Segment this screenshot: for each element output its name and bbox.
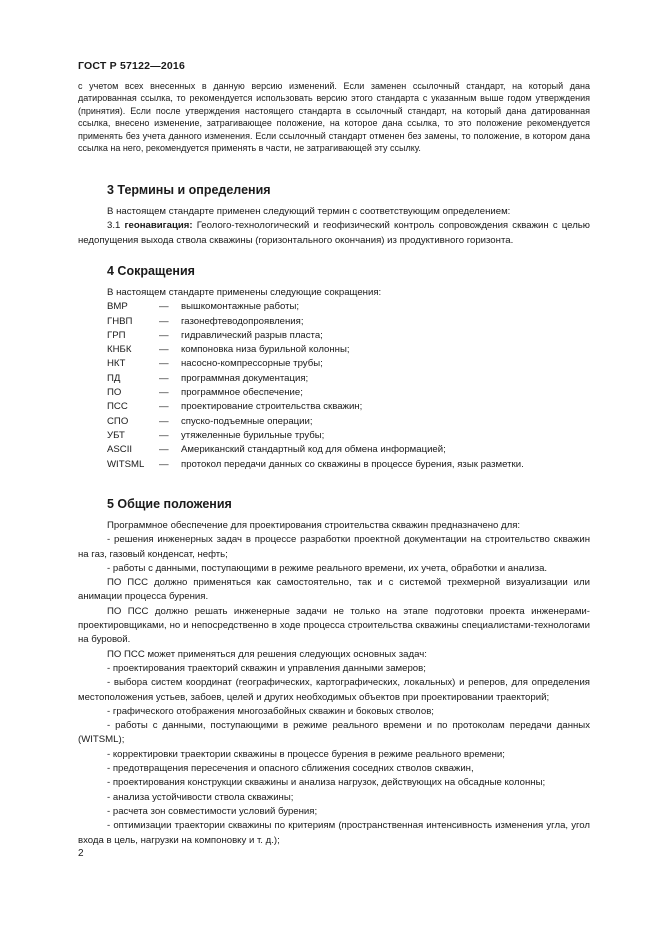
abbreviation-row	[78, 415, 590, 429]
term-text: Геолого-технологический и геофизический контроль сопровождения скважин с целью недопущения выхода ствола скважины (горизонтального окончания) из продуктивного горизонта.	[78, 220, 590, 246]
abbreviation-code: УБТ	[107, 429, 125, 441]
abbreviation-meaning: газонефтеводопроявления;	[181, 315, 304, 327]
abbreviation-row	[78, 300, 590, 314]
intro-paragraph	[78, 80, 590, 154]
section-5-paragraph: - работы с данными, поступающими в режиме реального времени и по протоколам передачи данных (WITSML);	[78, 720, 590, 746]
abbreviation-dash: —	[159, 329, 169, 341]
section-3-intro: В настоящем стандарте применен следующий термин с соответствующим определением:	[107, 206, 511, 217]
section-5-paragraph: - выбора систем координат (географических, картографических, локальных) и реперов, для определения местоположения устьев, забоев, целей и других необходимых объектов при проектировании траекторий;	[78, 677, 590, 703]
section-3-title: 3 Термины и определения	[107, 183, 271, 197]
abbreviation-dash: —	[159, 344, 169, 356]
page-number: 2	[78, 848, 84, 859]
abbreviation-meaning: гидравлический разрыв пласта;	[181, 329, 323, 341]
abbreviation-meaning: программная документация;	[181, 372, 309, 384]
abbreviation-code: WITSML	[107, 458, 145, 470]
abbreviation-row	[78, 343, 590, 357]
abbreviation-row	[78, 357, 590, 371]
section-5-paragraph: - проектирования траекторий скважин и управления данными замеров;	[107, 662, 426, 674]
section-5-paragraph: - оптимизации траектории скважины по критериям (пространственная интенсивность изменения угла, угол входа в цель, нагрузки на компоновку и т. д.);	[78, 820, 590, 846]
abbreviation-meaning: спуско-подъемные операции;	[181, 415, 313, 427]
abbreviation-meaning: компоновка низа бурильной колонны;	[181, 344, 350, 356]
document-header: ГОСТ Р 57122—2016	[78, 60, 186, 72]
abbreviation-dash: —	[159, 458, 169, 470]
abbreviation-row	[78, 315, 590, 329]
section-5-paragraph: ПО ПСС может применяться для решения следующих основных задач:	[107, 648, 427, 660]
abbreviation-row	[78, 458, 590, 472]
section-5-paragraph: - графического отображения многозабойных скважин и боковых стволов;	[107, 705, 434, 717]
abbreviation-dash: —	[159, 301, 169, 313]
abbreviation-meaning: вышкомонтажные работы;	[181, 301, 300, 313]
abbreviation-code: ГРП	[107, 329, 126, 341]
abbreviation-code: ПСС	[107, 401, 128, 413]
section-4-title: 4 Сокращения	[107, 264, 195, 278]
section-5-paragraph: - предотвращения пересечения и опасного сближения соседних стволов скважин,	[107, 763, 474, 775]
abbreviation-dash: —	[159, 444, 169, 456]
abbreviation-code: ASCII	[107, 444, 133, 456]
section-4-intro: В настоящем стандарте применены следующие сокращения:	[107, 287, 382, 298]
section-5-title: 5 Общие положения	[107, 497, 232, 511]
abbreviation-row	[78, 329, 590, 343]
intro-text: с учетом всех внесенных в данную версию изменений. Если заменен ссылочный стандарт, на который дана датированная ссылка, то рекомендуется использовать версию этого стандарта с указанным выше годом утверждения (принятия). Если после утверждения настоящего стандарта в ссылочный стандарт, на который дана датированная ссылка, внесено изменение, затрагивающее положение, на которое дана ссылка, то это положение рекомендуется применять без учета данного изменения. Если ссылочный стандарт отменен без замены, то положение, в котором дана ссылка на него, рекомендуется применять в части, не затрагивающей эту ссылку.	[78, 81, 590, 154]
abbreviation-row	[78, 386, 590, 400]
abbreviation-meaning: утяжеленные бурильные трубы;	[181, 429, 325, 441]
abbreviation-code: ГНВП	[107, 315, 133, 327]
abbreviation-dash: —	[159, 415, 169, 427]
abbreviation-row	[78, 429, 590, 443]
abbreviation-code: СПО	[107, 415, 129, 427]
section-5-paragraph: ПО ПСС должно применяться как самостоятельно, так и с системой трехмерной визуализации или анимации процесса бурения.	[78, 577, 590, 603]
abbreviation-meaning: проектирование строительства скважин;	[181, 401, 363, 413]
abbreviation-dash: —	[159, 372, 169, 384]
section-5-paragraph: Программное обеспечение для проектирования строительства скважин предназначено для:	[107, 520, 521, 531]
abbreviation-dash: —	[159, 315, 169, 327]
abbreviation-code: ПД	[107, 372, 121, 384]
abbreviation-dash: —	[159, 358, 169, 370]
abbreviation-list	[78, 300, 590, 472]
section-5-paragraph: - проектирования конструкции скважины и анализа нагрузок, действующих на обсадные колонны;	[107, 777, 546, 789]
term-name: геонавигация:	[124, 220, 193, 232]
section-5-paragraph: - работы с данными, поступающими в режиме реального времени, их учета, обработки и анализа.	[107, 562, 548, 574]
abbreviation-row	[78, 443, 590, 457]
section-5-paragraph: - расчета зон совместимости условий бурения;	[107, 805, 318, 817]
term-number: 3.1	[107, 220, 121, 232]
abbreviation-code: ВМР	[107, 301, 128, 313]
abbreviation-meaning: программное обеспечение;	[181, 387, 303, 399]
abbreviation-code: КНБК	[107, 344, 132, 356]
abbreviation-dash: —	[159, 429, 169, 441]
abbreviation-code: НКТ	[107, 358, 126, 370]
abbreviation-meaning: насосно-компрессорные трубы;	[181, 358, 323, 370]
abbreviation-meaning: Американский стандартный код для обмена информацией;	[181, 444, 446, 456]
section-3-body	[78, 205, 590, 248]
section-5-paragraph: ПО ПСС должно решать инженерные задачи не только на этапе подготовки проекта инженерами-проектировщиками, но и непосредственно в ходе процесса строительства скважины специалистами-технологами на буровой.	[78, 605, 590, 646]
section-5-paragraph: - решения инженерных задач в процессе разработки проектной документации на строительство скважин на газ, газовый конденсат, нефть;	[78, 534, 590, 560]
abbreviation-row	[78, 372, 590, 386]
section-4-body	[78, 286, 590, 472]
abbreviation-dash: —	[159, 387, 169, 399]
abbreviation-dash: —	[159, 401, 169, 413]
abbreviation-row	[78, 400, 590, 414]
term-definition	[78, 219, 590, 248]
abbreviation-code: ПО	[107, 387, 122, 399]
section-5-paragraph: - анализа устойчивости ствола скважины;	[107, 791, 294, 803]
section-5-paragraph: - корректировки траектории скважины в процессе бурения в режиме реального времени;	[107, 748, 505, 760]
abbreviation-meaning: протокол передачи данных со скважины в процессе бурения, язык разметки.	[181, 458, 524, 470]
section-5-body	[78, 519, 590, 848]
